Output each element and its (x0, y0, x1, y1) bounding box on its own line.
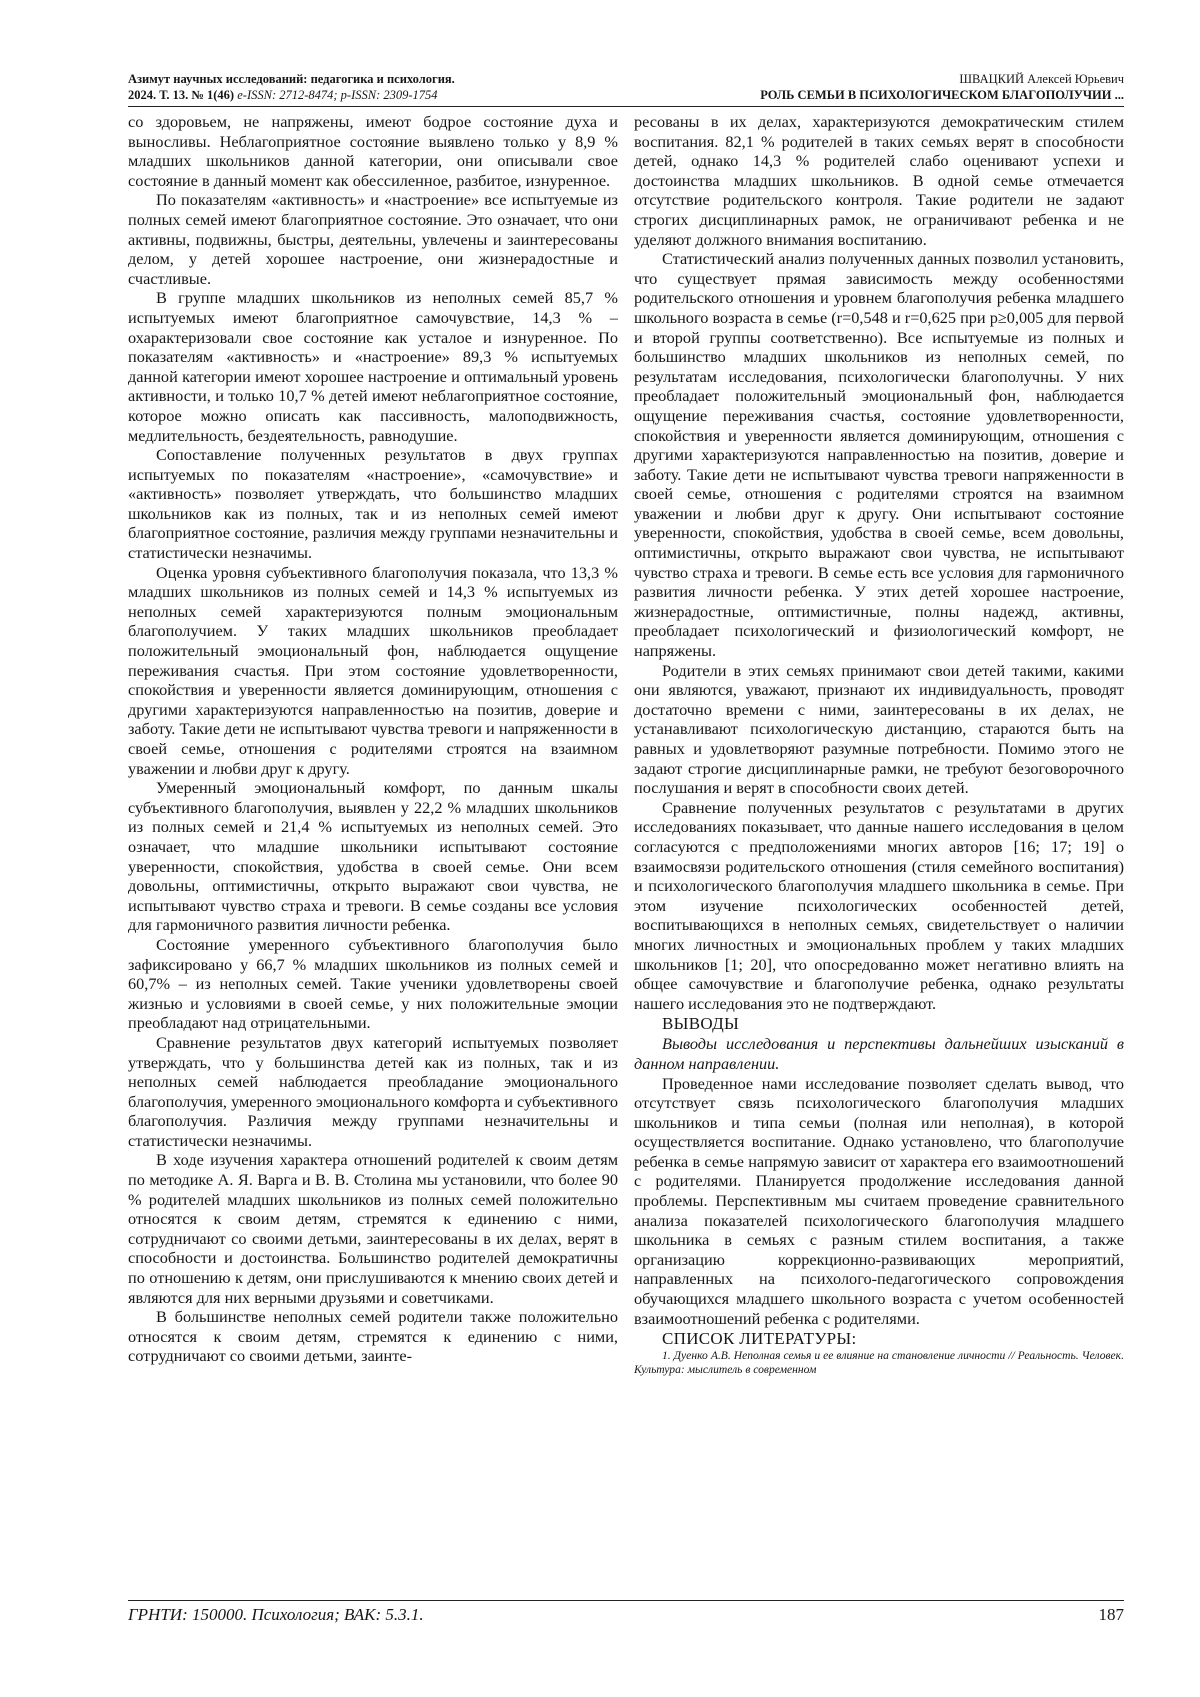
article-title: РОЛЬ СЕМЬИ В ПСИХОЛОГИЧЕСКОМ БЛАГОПОЛУЧИИ ... (760, 87, 1124, 102)
body-paragraph: В большинстве неполных семей родители также положительно относятся к своим детям, стремятся к единению с ними, сотрудничают со своими детьми, заинте- (128, 1307, 618, 1366)
body-paragraph: В ходе изучения характера отношений родителей к своим детям по методике А. Я. Варга и В. В. Столина мы установили, что более 90 % родителей младших школьников из полных семей положительно относятся к своим детям, стремятся к единению с ними, сотрудничают со своими детьми, заинтересованы в их делах, верят в способности и достоинства. Большинство родителей демократичны по отношению к детям, они прислушиваются к мнению своих детей и являются для них верными друзьями и советчиками. (128, 1150, 618, 1307)
body-paragraph: Умеренный эмоциональный комфорт, по данным шкалы субъективного благополучия, выявлен у 22,2 % младших школьников из полных семей и 21,4 % испытуемых из неполных семей. Это означает, что младшие школьники испытывают состояние уверенности, спокойствия, удобства в своей семье. Они всем довольны, оптимистичны, открыто выражают свои чувства, не испытывают чувство страха и тревоги. В семье созданы все условия для гармоничного развития личности ребенка. (128, 778, 618, 935)
body-paragraph: По показателям «активность» и «настроение» все испытуемые из полных семей имеют благоприятное состояние. Это означает, что они активны, подвижны, быстры, деятельны, увлечены и заинтересованы делом, у детей хорошее настроение, они жизнерадостные и счастливые. (128, 190, 618, 288)
author-name: ШВАЦКИЙ Алексей Юрьевич (959, 72, 1124, 86)
body-paragraph: Сравнение полученных результатов с результатами в других исследованиях показывает, что данные нашего исследования в целом согласуются с предположениями многих авторов [16; 17; 19] о взаимосвязи родительского отношения (стиля семейного воспитания) и психологического благополучия младшего школьника в семье. При этом изучение психологических особенностей детей, воспитывающихся в неполных семьях, свидетельствует о наличии многих личностных и эмоциональных проблем у таких младших школьников [1; 20], что опосредованно может негативно влиять на общее самочувствие и благополучие ребенка, однако результаты нашего исследования это не подтверждают. (634, 797, 1124, 1013)
running-header (128, 72, 1124, 107)
body-paragraph: Оценка уровня субъективного благополучия показала, что 13,3 % младших школьников из полных семей и 14,3 % испытуемых из неполных семей характеризуются полным эмоциональным благополучием. У таких младших школьников преобладает положительный эмоциональный фон, наблюдается ощущение переживания счастья. При этом состояние удовлетворенности, спокойствия и уверенности является доминирующим, отношения с другими характеризуются направленностью на позитив, доверие и заботу. Такие дети не испытывают чувства тревоги и напряженности в своей семье, отношения с родителями строятся на взаимном уважении и любви друг к другу. (128, 562, 618, 778)
conclusions-text: Проведенное нами исследование позволяет сделать вывод, что отсутствует связь психологического благополучия младших школьников и типа семьи (полная или неполная), в которой осуществляется воспитание. Однако установлено, что благополучие ребенка в семье напрямую зависит от характера его взаимоотношений с родителями. Планируется продолжение исследования данной проблемы. Перспективным мы считаем проведение сравнительного анализа показателей психологического благополучия младшего школьника в семьях с разным стилем воспитания, а также организацию коррекционно-развивающих мероприятий, направленных на психолого-педагогического сопровождения обучающихся младшего школьного возраста с учетом особенностей взаимоотношений ребенка с родителями. (634, 1073, 1124, 1328)
body-paragraph: Статистический анализ полученных данных позволил установить, что существует прямая зависимость между особенностями родительского отношения и уровнем благополучия ребенка младшего школьного возраста в семье (r=0,548 и r=0,625 при p≥0,005 для первой и второй группы соответственно). Все испытуемые из полных и большинство младших школьников из неполных семей, по результатам исследования, психологически благополучны. У них преобладает положительный эмоциональный фон, наблюдается ощущение переживания счастья, состояние удовлетворенности, спокойствия и уверенности является доминирующим, отношения с другими характеризуются направленностью на позитив, доверие и заботу. Такие дети не испытывают чувства тревоги напряженности в своей семье, отношения с родителями строятся на взаимном уважении и любви друг к другу. Они испытывают состояние уверенности, спокойствия, удобства в своей семье, всем довольны, оптимистичны, открыто выражают свои чувства, не испытывают чувство страха и тревоги. В семье есть все условия для гармоничного развития личности ребенка. У этих детей хорошее настроение, жизнерадостные, оптимистичные, полны надежд, активны, преобладает психологический и физиологический комфорт, не напряжены. (634, 249, 1124, 661)
body-paragraph: ресованы в их делах, характеризуются демократическим стилем воспитания. 82,1 % родителей в таких семьях верят в способности детей, однако 14,3 % родителей слабо оценивают успехи и достоинства младших школьников. В одной семье отмечается отсутствие родительского контроля. Такие родители не задают строгих дисциплинарных рамок, не ограничивают ребенка и не уделяют должного внимания воспитанию. (634, 112, 1124, 249)
journal-name: Азимут научных исследований: педагогика и психология. (128, 72, 455, 86)
classification-codes: ГРНТИ: 150000. Психология; ВАК: 5.3.1. (128, 1605, 424, 1624)
article-info (760, 72, 1124, 103)
running-footer (128, 1600, 1124, 1627)
body-paragraph: со здоровьем, не напряжены, имеют бодрое состояние духа и выносливы. Неблагоприятное состояние выявлено только у 8,9 % младших школьников данной категории, они описывали свое состояние в данный момент как обессиленное, разбитое, изнуренное. (128, 112, 618, 190)
body-paragraph: Сопоставление полученных результатов в двух группах испытуемых по показателям «настроение», «самочувствие» и «активность» позволяет утверждать, что большинство младших школьников как из полных, так и из неполных семей имеют благоприятное состояние, различия между группами незначительны и статистически незначимы. (128, 445, 618, 563)
page-number: 187 (1098, 1605, 1124, 1624)
body-paragraph: Родители в этих семьях принимают свои детей такими, какими они являются, уважают, признают их индивидуальность, проводят достаточно времени с ними, заинтересованы в их делах, не устанавливают психологическую дистанцию, стараются быть на равных и удовлетворяют разумные потребности. Помимо этого не задают строгие дисциплинарные рамки, не требуют безоговорочного послушания и верят в способности своих детей. (634, 660, 1124, 798)
conclusions-lead: Выводы исследования и перспективы дальнейших изысканий в данном направлении. (634, 1034, 1124, 1073)
journal-issn: e-ISSN: 2712-8474; p-ISSN: 2309-1754 (234, 87, 438, 102)
body-paragraph: В группе младших школьников из неполных семей 85,7 % испытуемых имеют благоприятное самочувствие, 14,3 % – охарактеризовали свое состояние как усталое и изнуренное. По показателям «активность» и «настроение» 89,3 % испытуемых данной категории имеют хорошее настроение и оптимальный уровень активности, и только 10,7 % детей имеют неблагоприятное состояние, которое можно описать как пассивность, малоподвижность, медлительность, бездеятельность, равнодушие. (128, 288, 618, 445)
reference-item: 1. Дуенко А.В. Неполная семья и ее влияние на становление личности // Реальность. Человек. Культура: мыслитель в современном (634, 1349, 1124, 1377)
body-paragraph: Состояние умеренного субъективного благополучия было зафиксировано у 66,7 % младших школьников из полных семей и 60,7% – из неполных семей. Такие ученики удовлетворены своей жизнью и условиями в своей семье, у них положительные эмоции преобладают над отрицательными. (128, 934, 618, 1033)
journal-issue: 2024. Т. 13. № 1(46) (128, 87, 235, 102)
body-paragraph: Сравнение результатов двух категорий испытуемых позволяет утверждать, что у большинства детей как из полных, так и из неполных семей наблюдается преобладание эмоционального благополучия, умеренного эмоционального комфорта и субъективного благополучия. Различия между группами незначительны и статистически незначимы. (128, 1032, 618, 1150)
conclusions-heading: ВЫВОДЫ (662, 1014, 740, 1034)
right-column (634, 112, 1124, 1596)
journal-info (128, 72, 455, 103)
left-column (128, 112, 618, 1596)
references-heading: СПИСОК ЛИТЕРАТУРЫ: (662, 1329, 857, 1349)
